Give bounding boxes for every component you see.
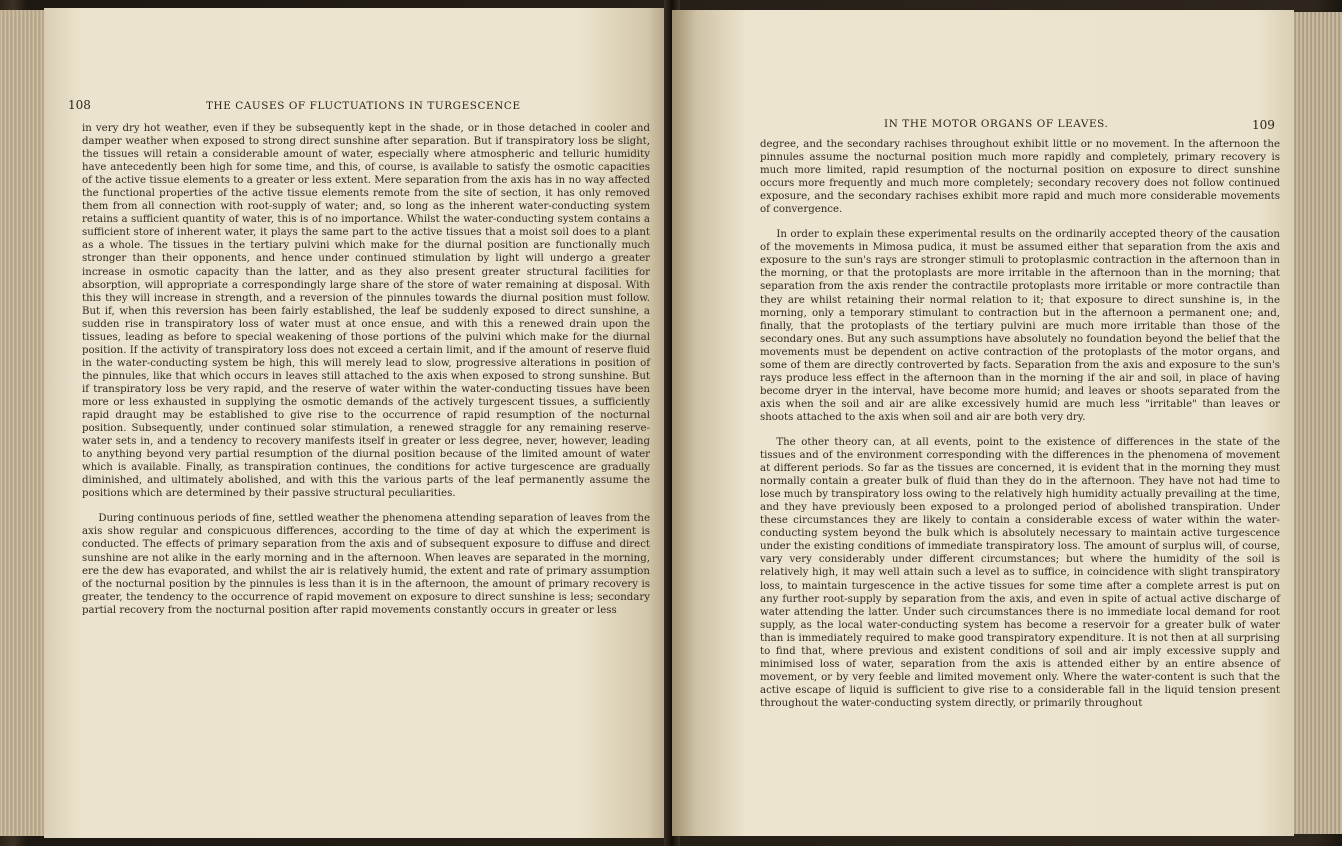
right-paragraph-1: degree, and the secondary rachises throughout exhibit little or no movement. In the afternoon the pinnules assume the nocturnal position much more rapidly and completely, primary recovery is much more limited, rapid resumption of the nocturnal position on exposure to direct sunshine occurs more frequently and much more completely; secondary recovery does not follow continued exposure, and the secondary rachises exhibit more rapid and much more considerable movements of convergence. <box>760 139 1280 216</box>
right-page-number: 109 <box>1252 118 1275 132</box>
right-page-edges <box>1294 12 1342 834</box>
left-paragraph-1: in very dry hot weather, even if they be subsequently kept in the shade, or in those detached in cooler and damper weather when exposed to strong direct sunshine after separation. But if transpiratory loss be slight, the tissues will retain a considerable amount of water, especially where atmospheric and telluric humidity have antecedently been high for some time, and this, of course, is available to satisfy the osmotic capacities of the active tissue elements to a greater or less extent. Mere separation from the axis has in no way affected the functional properties of the active tissue elements remote from the site of section, it has only removed them from all connection with root-supply of water; and, so long as the inherent water-conducting system retains a sufficient quantity of water, this is of no importance. Whilst the water-conducting system contains a sufficient store of inherent water, it plays the same part to the active tissues that a moist soil does to a plant as a whole. The tissues in the tertiary pulvini which make for the diurnal position are functionally much stronger than their opponents, and hence under continued stimulation by light will undergo a greater increase in osmotic capacity than the latter, and as they also present greater structural facilities for absorption, will appropriate a correspondingly large share of the store of water remaining at disposal. With this they will increase in strength, and a reversion of the pinnules towards the diurnal position must follow. But if, when this reversion has been fairly established, the leaf be suddenly exposed to direct sunshine, a sudden rise in transpiratory loss of water must at once ensue, and with this a renewed drain upon the tissues, leading as before to special weakening of those portions of the pulvini which make for the diurnal position. If the activity of transpiratory loss does not exceed a certain limit, and if the amount of reserve fluid in the water-conducting system be high, this will merely lead to slow, progressive alterations in position of the pinnules, like that which occurs in leaves still attached to the axis when exposed to strong sunshine. But if transpiratory loss be very rapid, and the reserve of water within the water-conducting tissues have been more or less exhausted in supplying the osmotic demands of the actively turgescent tissues, a sufficiently rapid draught may be established to give rise to the occurrence of rapid resumption of the nocturnal position. Subsequently, under continued solar stimulation, a renewed straggle for any remaining reserve-water sets in, and a tendency to recovery manifests itself in greater or less degree, never, however, leading to anything beyond very partial resumption of the diurnal position because of the limited amount of water which is available. Finally, as transpiration continues, the conditions for active turgescence are gradually diminished, and ultimately abolished, and with this the various parts of the leaf permanently assume the positions which are determined by their passive structural peculiarities. <box>82 123 650 500</box>
right-page-body <box>760 138 1280 710</box>
left-page-number: 108 <box>68 98 91 112</box>
left-page-edges <box>0 10 44 836</box>
left-page-body <box>82 122 650 617</box>
right-running-head: IN THE MOTOR ORGANS OF LEAVES. <box>884 118 1109 130</box>
right-page <box>672 10 1294 836</box>
left-running-head: THE CAUSES OF FLUCTUATIONS IN TURGESCENCE <box>206 100 521 112</box>
left-page <box>44 8 672 838</box>
right-paragraph-3: The other theory can, at all events, point to the existence of differences in the state of the tissues and of the environment corresponding with the differences in the phenomena of movement at different periods. So far as the tissues are concerned, it is evident that in the morning they must normally contain a greater bulk of fluid than they do in the afternoon. They have not had time to lose much by transpiratory loss owing to the relatively high humidity actually prevailing at the time, and they have previously been exposed to a prolonged period of abolished transpiration. Under these circumstances they are likely to contain a considerable excess of water within the water-conducting system beyond the bulk which is absolutely necessary to maintain active turgescence under the existing conditions of immediate transpiratory loss. The amount of surplus will, of course, vary very considerably under different circumstances; but where the humidity of the soil is relatively high, it may well attain such a level as to suffice, in coincidence with slight transpiratory loss, to maintain turgescence in the active tissues for some time after a complete arrest is put on any further root-supply by separation from the axis, and even in spite of actual active discharge of water attending the latter. Under such circumstances there is no immediate local demand for root supply, as the local water-conducting system has become a reservoir for a greater bulk of water than is immediately required to make good transpiratory expenditure. It is not then at all surprising to find that, where previous and existent conditions of soil and air imply excessive supply and minimised loss of water, separation from the axis is attended either by an entire absence of movement, or by very feeble and limited movement only. Where the water-content is such that the active escape of liquid is sufficient to give rise to a considerable fall in the liquid tension present throughout the water-conducting system directly, or primarily throughout <box>760 436 1280 709</box>
right-paragraph-2: In order to explain these experimental results on the ordinarily accepted theory of the causation of the movements in Mimosa pudica, it must be assumed either that separation from the axis and exposure to the sun's rays are stronger stimuli to protoplasmic contraction in the afternoon than in the morning, or that the protoplasts are more irritable in the afternoon than in the morning; that separation from the axis render the contractile protoplasts more irritable or more contractile than they are whilst retaining their normal relation to it; that exposure to direct sunshine is, in the morning, only a temporary stimulant to contraction but in the afternoon a permanent one; and, finally, that the protoplasts of the tertiary pulvini are much more irritable than those of the secondary ones. But any such assumptions have absolutely no foundation beyond the belief that the movements must be dependent on active contraction of the protoplasts of the motor organs, and some of them are directly controverted by facts. Separation from the axis and exposure to the sun's rays produce less effect in the afternoon than in the morning if the air and soil, in place of having become dryer in the interval, have become more humid; and leaves or shoots separated from the axis when the soil and air are alike excessively humid are much less "irritable" than leaves or shoots attached to the axis when soil and air are both very dry. <box>760 229 1280 423</box>
left-paragraph-2: During continuous periods of fine, settled weather the phenomena attending separation of leaves from the axis show regular and conspicuous differences, according to the time of day at which the experiment is conducted. The effects of primary separation from the axis and of subsequent exposure to diffuse and direct sunshine are not alike in the early morning and in the afternoon. When leaves are separated in the morning, ere the dew has evaporated, and whilst the air is relatively humid, the extent and rate of primary assumption of the nocturnal position by the pinnules is less than it is in the afternoon, the amount of primary recovery is greater, the tendency to the occurrence of rapid movement on exposure to direct sunshine is less; secondary partial recovery from the nocturnal position after rapid movements constantly occurs in greater or less <box>82 513 650 616</box>
